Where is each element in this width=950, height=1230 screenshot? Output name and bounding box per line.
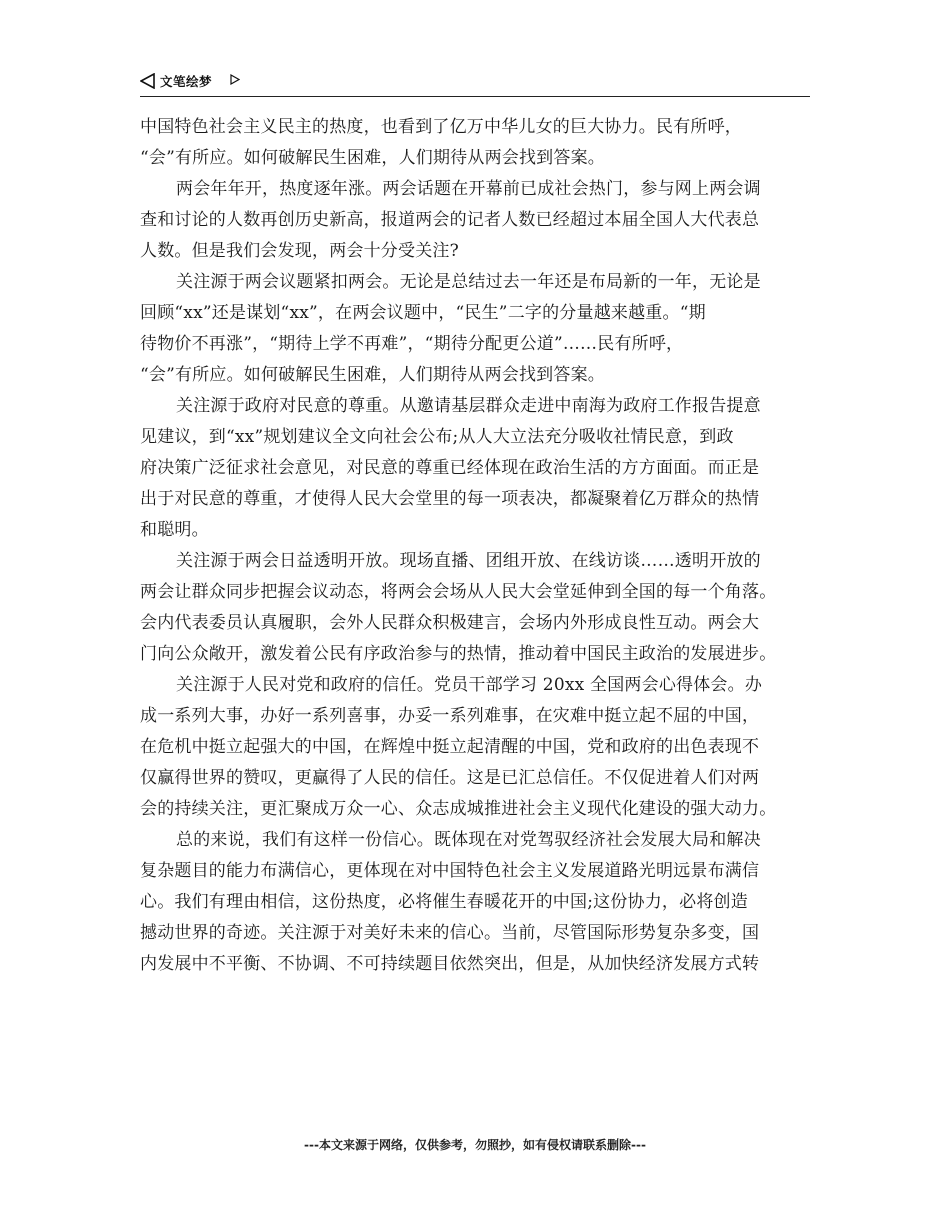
triangle-right-icon	[230, 74, 240, 85]
paragraph-line: 撼动世界的奇迹。关注源于对美好未来的信心。当前，尽管国际形势复杂多变，国	[140, 923, 760, 943]
footer-notice: ---本文来源于网络，仅供参考，勿照抄，如有侵权请联系删除---	[304, 1138, 646, 1152]
triangle-left-icon	[140, 73, 156, 89]
paragraph-first-line: 关注源于人民对党和政府的信任。党员干部学习 20xx 全国两会心得体会。办	[176, 675, 763, 695]
paragraph-line: 见建议，到“xx”规划建议全文向社会公布;从人大立法充分吸收社情民意，到政	[140, 427, 734, 447]
paragraph-first-line: 关注源于两会日益透明开放。现场直播、团组开放、在线访谈……透明开放的	[176, 551, 761, 571]
document-body	[140, 112, 810, 980]
paragraph-line: 两会让群众同步把握会议动态，将两会会场从人民大会堂延伸到全国的每一个角落。	[140, 582, 777, 602]
paragraph-line: 心。我们有理由相信，这份热度，必将催生春暖花开的中国;这份协力，必将创造	[140, 892, 748, 912]
paragraph-line: 查和讨论的人数再创历史新高，报道两会的记者人数已经超过本届全国人大代表总	[140, 210, 760, 230]
paragraph-first-line: 关注源于两会议题紧扣两会。无论是总结过去一年还是布局新的一年，无论是	[176, 272, 761, 292]
paragraph-line: 成一系列大事，办好一系列喜事，办妥一系列难事，在灾难中挺立起不屈的中国，	[140, 706, 760, 726]
paragraph-line: 待物价不再涨”，“期待上学不再难”，“期待分配更公道”……民有所呼，	[140, 334, 684, 354]
paragraph-line: 复杂题目的能力布满信心，更体现在对中国特色社会主义发展道路光明远景布满信	[140, 861, 760, 881]
paragraph-line: 仅赢得世界的赞叹，更赢得了人民的信任。这是已汇总信任。不仅促进着人们对两	[140, 768, 760, 788]
paragraph-first-line: 两会年年开，热度逐年涨。两会话题在开幕前已成社会热门，参与网上两会调	[176, 179, 761, 199]
paragraph-line: 会内代表委员认真履职，会外人民群众积极建言，会场内外形成良性互动。两会大	[140, 613, 760, 633]
paragraph-line: 出于对民意的尊重，才使得人民大会堂里的每一项表决，都凝聚着亿万群众的热情	[140, 489, 760, 509]
paragraph-line: 会的持续关注，更汇聚成万众一心、众志成城推进社会主义现代化建设的强大动力。	[140, 799, 777, 819]
paragraph-line: 人数。但是我们会发现，两会十分受关注?	[140, 241, 459, 261]
paragraph-line: 回顾“xx”还是谋划“xx”，在两会议题中，“民生”二字的分量越来越重。“期	[140, 303, 706, 323]
paragraph-line: 内发展中不平衡、不协调、不可持续题目依然突出，但是，从加快经济发展方式转	[140, 954, 760, 974]
header-brand: 文笔绘梦	[160, 74, 213, 89]
paragraph-line: “会”有所应。如何破解民生困难，人们期待从两会找到答案。	[140, 365, 605, 385]
paragraph-first-line: 总的来说，我们有这样一份信心。既体现在对党驾驭经济社会发展大局和解决	[176, 830, 761, 850]
paragraph-line: 府决策广泛征求社会意见，对民意的尊重已经体现在政治生活的方方面面。而正是	[140, 458, 760, 478]
page-header	[140, 70, 810, 97]
paragraph-line: 中国特色社会主义民主的热度，也看到了亿万中华儿女的巨大协力。民有所呼，	[140, 117, 742, 137]
paragraph-line: 门向公众敞开，激发着公民有序政治参与的热情，推动着中国民主政治的发展进步。	[140, 644, 777, 664]
paragraph-first-line: 关注源于政府对民意的尊重。从邀请基层群众走进中南海为政府工作报告提意	[176, 396, 761, 416]
paragraph-line: “会”有所应。如何破解民生困难，人们期待从两会找到答案。	[140, 148, 605, 168]
paragraph-line: 在危机中挺立起强大的中国，在辉煌中挺立起清醒的中国，党和政府的出色表现不	[140, 737, 760, 757]
paragraph-line: 和聪明。	[140, 520, 209, 540]
